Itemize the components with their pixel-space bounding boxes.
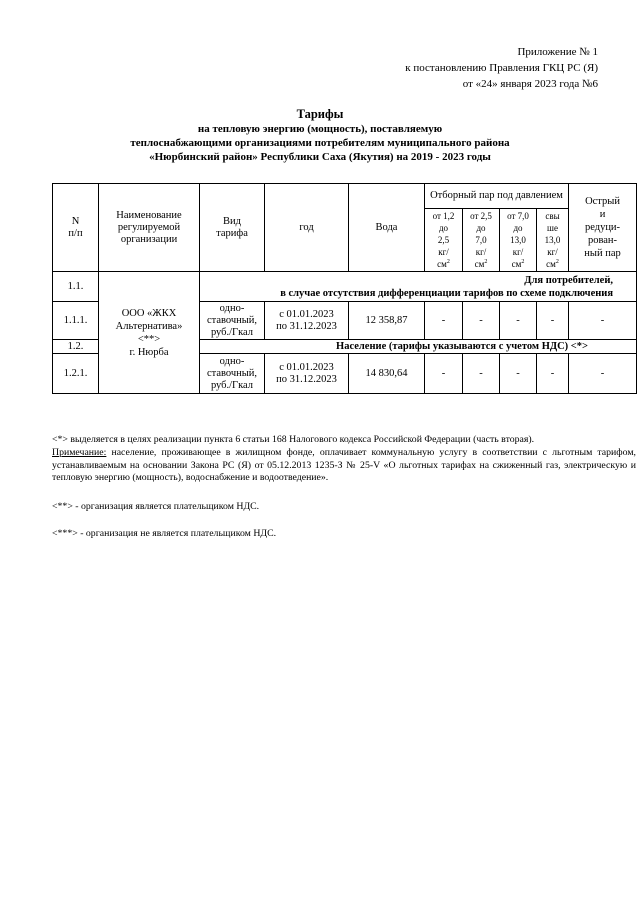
row-1-steam-3: - xyxy=(500,302,537,340)
organization-city: г. Нюрба xyxy=(129,346,169,358)
row-2-tariff-type: одно- ставочный, руб./Гкал xyxy=(200,354,265,394)
row-2-period: с 01.01.2023 по 31.12.2023 xyxy=(265,354,349,394)
footnote-non-vat-payer: <***> - организация не является плательщиком НДС. xyxy=(52,528,277,539)
remark-paragraph xyxy=(52,447,636,485)
row-2-steam-3: - xyxy=(500,354,537,394)
header-row-1 xyxy=(53,184,637,209)
row-1-steam-4: - xyxy=(537,302,569,340)
title-line-2: на тепловую энергию (мощность), поставляемую xyxy=(197,123,443,135)
row-1-sharp-steam: - xyxy=(569,302,637,340)
header-sharp-steam: Острый и редуци- рован- ный пар xyxy=(569,184,637,272)
section-2-num: 1.2. xyxy=(53,340,99,354)
header-steam-group: Отборный пар под давлением xyxy=(425,184,569,209)
organization-cell xyxy=(99,272,200,394)
header-num: N п/п xyxy=(53,184,99,272)
remark-text: население, проживающее в жилищном фонде, оплачивает коммунальную услугу в соответствии с льготным тарифом, устанавливаемым на основании Закона РС (Я) от 05.12.2013 1235-З № 25-V «О льготных тарифах на сжиженный газ, электрическую и тепловую энергию (мощность), водоснабжение и водоотведение». xyxy=(52,447,636,483)
row-2-steam-2: - xyxy=(463,354,500,394)
row-1-tariff-type: одно- ставочный, руб./Гкал xyxy=(200,302,265,340)
remark-label: Примечание: xyxy=(52,447,107,458)
appendix-line-3: от «24» января 2023 года №6 xyxy=(462,78,598,90)
header-steam-2: от 2,5 до 7,0 кг/ $см^2$ xyxy=(463,209,500,272)
row-2-sharp-steam: - xyxy=(569,354,637,394)
header-organization: Наименование регулируемой организации xyxy=(99,184,200,272)
footnote-vat-payer: <**> - организация является плательщиком НДС. xyxy=(52,501,260,512)
appendix-block xyxy=(405,44,598,92)
row-1-water: 12 358,87 xyxy=(349,302,425,340)
header-tariff-type: Вид тарифа xyxy=(200,184,265,272)
row-2-num: 1.2.1. xyxy=(53,354,99,394)
appendix-line-2: к постановлению Правления ГКЦ РС (Я) xyxy=(405,62,598,74)
row-1-steam-2: - xyxy=(463,302,500,340)
row-2-steam-4: - xyxy=(537,354,569,394)
header-water: Вода xyxy=(349,184,425,272)
row-1-steam-1: - xyxy=(425,302,463,340)
row-2-water: 14 830,64 xyxy=(349,354,425,394)
organization-name: ООО «ЖКХ Альтернатива» xyxy=(115,307,183,332)
footnote-vat-star: <*> выделяется в целях реализации пункта 6 статьи 168 Налогового кодекса Российской Федерации (часть вторая). xyxy=(52,434,535,445)
organization-vat-mark: <**> xyxy=(137,333,161,345)
section-1-line-2: в случае отсутствия дифференциации тарифов по схеме подключения xyxy=(280,287,614,299)
document-title xyxy=(40,106,600,164)
title-line-1: Тарифы xyxy=(296,107,344,121)
row-2-steam-1: - xyxy=(425,354,463,394)
title-line-3: теплоснабжающими организациями потребителям муниципального района xyxy=(130,137,510,149)
header-year: год xyxy=(265,184,349,272)
header-steam-4: свы ше 13,0 кг/ $см^2$ xyxy=(537,209,569,272)
section-1-num: 1.1. xyxy=(53,272,99,302)
appendix-line-1: Приложение № 1 xyxy=(517,46,598,58)
section-1-line-1: Для потребителей, xyxy=(524,274,614,286)
header-steam-3: от 7,0 до 13,0 кг/ $см^2$ xyxy=(500,209,537,272)
tariff-table xyxy=(52,183,637,394)
section-row-1 xyxy=(53,272,637,302)
section-2-title: Население (тарифы указываются с учетом НДС) <*> xyxy=(200,340,637,354)
title-line-4: «Нюрбинский район» Республики Саха (Якутия) на 2019 - 2023 годы xyxy=(149,151,491,163)
row-1-num: 1.1.1. xyxy=(53,302,99,340)
row-1-period: с 01.01.2023 по 31.12.2023 xyxy=(265,302,349,340)
section-1-title xyxy=(200,272,637,302)
header-steam-1: от 1,2 до 2,5 кг/ $см^2$ xyxy=(425,209,463,272)
